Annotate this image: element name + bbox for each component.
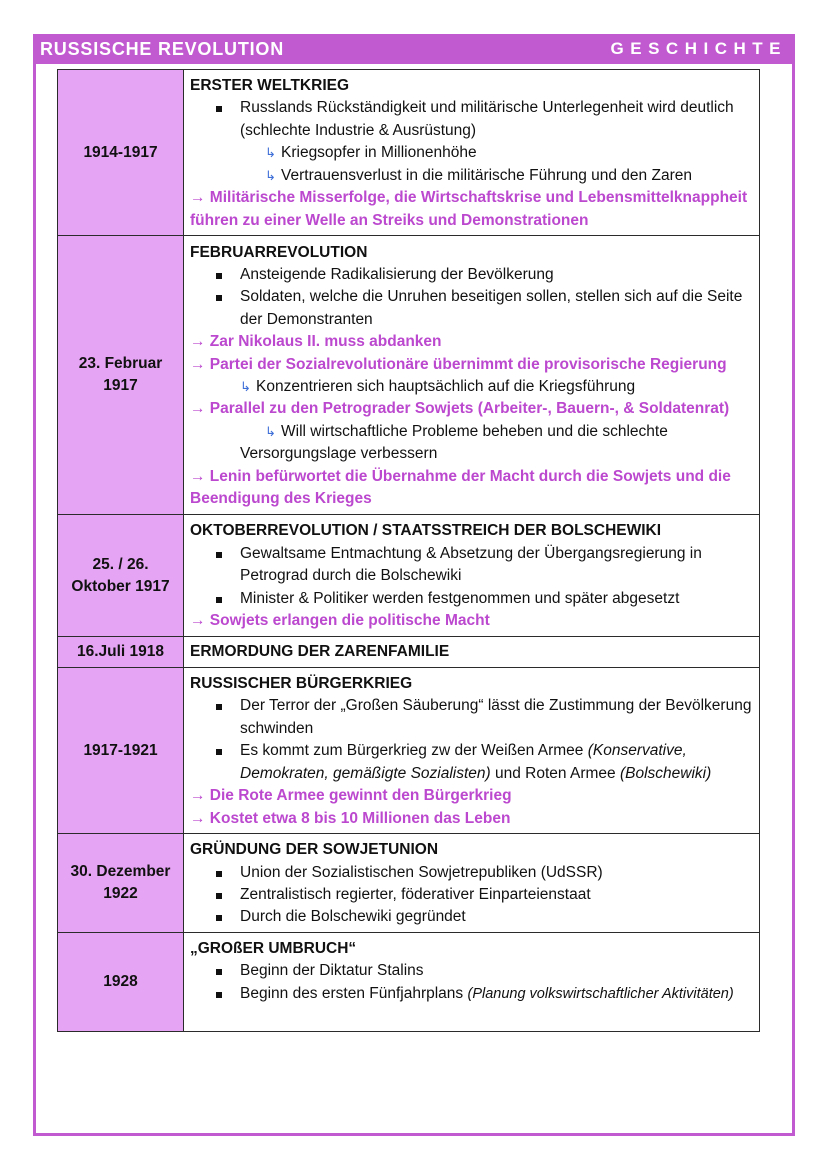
bullet-point: Der Terror der „Großen Säuberung“ lässt die Zustimmung der Bevölkerung schwinden <box>190 695 753 740</box>
conclusion-arrow: → Parallel zu den Petrograder Sowjets (Arbeiter-, Bauern-, & Soldatenrat) <box>190 400 730 418</box>
sub-point-text: Vertrauensverlust in die militärische Führung und den Zaren <box>281 166 692 184</box>
bullet-italic-text: (Konservative, Demokraten, gemäßigte Sozialisten) <box>240 742 687 782</box>
section-heading: ERMORDUNG DER ZARENFAMILIE <box>190 642 450 660</box>
date-line: 1914-1917 <box>83 143 158 161</box>
section-heading: OKTOBERREVOLUTION / STAATSSTREICH DER BOLSCHEWIKI <box>190 522 662 540</box>
timeline-table <box>57 69 760 1032</box>
conclusion-arrow: → Kostet etwa 8 bis 10 Millionen das Leben <box>190 809 511 827</box>
date-line: 1917-1921 <box>83 741 158 759</box>
date-line: 1917 <box>103 377 138 394</box>
bullet-point: Beginn der Diktatur Stalins <box>190 960 753 982</box>
table-row <box>58 70 760 236</box>
bullet-text: Es kommt zum Bürgerkrieg zw der Weißen Armee <box>240 742 588 760</box>
date-cell <box>58 933 184 1032</box>
page-header <box>33 34 795 64</box>
subject-label: GESCHICHTE <box>610 39 787 58</box>
bullet-italic-text: (Planung volkswirtschaftlicher Aktivitäten) <box>467 985 734 1002</box>
bullet-point: Russlands Rückständigkeit und militärische Unterlegenheit wird deutlich (schlechte Industrie & Ausrüstung) <box>190 97 753 142</box>
page-title: RUSSISCHE REVOLUTION <box>40 38 285 59</box>
bullet-italic-text: (Bolschewiki) <box>619 764 712 782</box>
return-arrow-icon: ↳ <box>240 379 251 394</box>
bullet-point: Zentralistisch regierter, föderativer Einparteienstaat <box>190 884 753 906</box>
table-row <box>58 236 760 515</box>
sub-point-text: Kriegsopfer in Millionenhöhe <box>281 144 477 162</box>
bullet-point: Soldaten, welche die Unruhen beseitigen sollen, stellen sich auf die Seite der Demonstranten <box>190 286 753 331</box>
date-cell <box>58 834 184 933</box>
section-heading: FEBRUARREVOLUTION <box>190 243 368 261</box>
return-arrow-icon: ↳ <box>265 145 276 161</box>
conclusion-arrow: → Lenin befürwortet die Übernahme der Macht durch die Sowjets und die Beendigung des Krieges <box>190 467 731 508</box>
bullet-point: Durch die Bolschewiki gegründet <box>190 906 753 928</box>
bullet-point <box>190 740 753 785</box>
content-cell <box>184 515 760 637</box>
content-cell <box>184 637 760 668</box>
bullet-point: Gewaltsame Entmachtung & Absetzung der Übergangsregierung in Petrograd durch die Bolschewiki <box>190 543 753 588</box>
bullet-point: Minister & Politiker werden festgenommen und später abgesetzt <box>190 588 753 610</box>
conclusion-arrow: → Militärische Misserfolge, die Wirtschaftskrise und Lebensmittelknappheit führen zu einer Welle an Streiks und Demonstrationen <box>190 189 748 229</box>
sub-point <box>190 421 753 466</box>
table-row <box>58 668 760 834</box>
conclusion-arrow: → Die Rote Armee gewinnt den Bürgerkrieg <box>190 787 512 805</box>
table-row <box>58 933 760 1032</box>
content-cell <box>184 933 760 1032</box>
date-line: 1922 <box>103 885 138 902</box>
conclusion-arrow: → Partei der Sozialrevolutionäre übernimmt die provisorische Regierung <box>190 355 727 373</box>
content-cell <box>184 834 760 933</box>
date-line: 30. Dezember <box>70 863 171 880</box>
return-arrow-icon: ↳ <box>265 423 276 439</box>
section-heading: RUSSISCHER BÜRGERKRIEG <box>190 675 413 693</box>
sub-point-text: Will wirtschaftliche Probleme beheben und die schlechte Versorgungslage verbessern <box>240 422 668 463</box>
return-arrow-icon: ↳ <box>265 167 276 183</box>
date-line: 25. / 26. <box>92 555 149 573</box>
bullet-text: Beginn des ersten Fünfjahrplans <box>240 984 468 1002</box>
date-line: Oktober 1917 <box>71 577 170 595</box>
content-cell <box>184 70 760 236</box>
sub-point <box>190 376 753 398</box>
conclusion-arrow: → Zar Nikolaus II. muss abdanken <box>190 333 442 351</box>
date-cell <box>58 668 184 834</box>
content-cell <box>184 668 760 834</box>
date-line: 23. Februar <box>78 355 163 372</box>
section-heading: „GROßER UMBRUCH“ <box>190 940 357 957</box>
sub-point <box>190 165 753 187</box>
section-heading: ERSTER WELTKRIEG <box>190 77 350 95</box>
table-row <box>58 834 760 933</box>
date-cell <box>58 236 184 515</box>
conclusion-arrow: → Sowjets erlangen die politische Macht <box>190 612 490 630</box>
bullet-text: und Roten Armee <box>490 764 620 782</box>
bullet-point: Union der Sozialistischen Sowjetrepubliken (UdSSR) <box>190 862 753 884</box>
bullet-point <box>190 983 753 1005</box>
sub-point <box>190 142 753 164</box>
bullet-point: Ansteigende Radikalisierung der Bevölkerung <box>190 264 753 286</box>
section-heading: GRÜNDUNG DER SOWJETUNION <box>190 841 439 859</box>
date-line: 1928 <box>103 973 138 990</box>
date-line: 16.Juli 1918 <box>76 643 165 660</box>
table-row <box>58 637 760 668</box>
table-row <box>58 515 760 637</box>
content-cell <box>184 236 760 515</box>
date-cell <box>58 637 184 668</box>
sub-point-text: Konzentrieren sich hauptsächlich auf die Kriegsführung <box>256 378 636 395</box>
date-cell <box>58 70 184 236</box>
date-cell <box>58 515 184 637</box>
